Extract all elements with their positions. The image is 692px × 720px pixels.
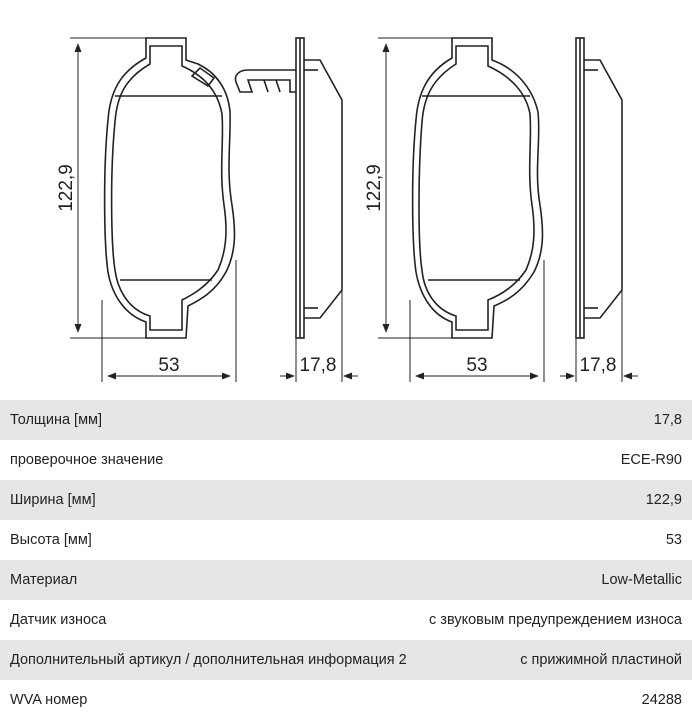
brake-pad-front-view-right <box>413 38 543 338</box>
spec-value: Low-Metallic <box>601 572 682 588</box>
spec-row-wva-number <box>0 680 692 720</box>
spec-label: Высота [мм] <box>10 532 92 548</box>
spec-label: Толщина [мм] <box>10 412 103 428</box>
spec-row-height <box>0 520 692 560</box>
spec-label: Ширина [мм] <box>10 492 96 508</box>
spec-label: Материал <box>10 572 78 588</box>
spec-value: ECE-R90 <box>620 452 682 468</box>
spec-value: с прижимной пластиной <box>520 652 682 668</box>
spec-label: Дополнительный артикул / дополнительная информация 2 <box>10 652 407 668</box>
spec-row-thickness <box>0 400 692 440</box>
dimension-lines-right <box>378 38 638 382</box>
height-dimension-left: 122,9 <box>56 164 77 212</box>
spec-label: Датчик износа <box>10 612 107 628</box>
spec-value: 24288 <box>641 692 682 708</box>
thickness-dimension-right: 17,8 <box>579 355 617 376</box>
width-dimension-right: 53 <box>466 355 488 376</box>
spec-row-test-value <box>0 440 692 480</box>
specifications-table <box>0 400 692 720</box>
spec-row-wear-sensor <box>0 600 692 640</box>
spec-label: проверочное значение <box>10 452 164 468</box>
width-dimension-left: 53 <box>158 355 180 376</box>
height-dimension-right: 122,9 <box>364 164 385 212</box>
spec-label: WVA номер <box>10 692 88 708</box>
spec-value: 17,8 <box>653 412 682 428</box>
spec-value: 122,9 <box>645 492 682 508</box>
spec-row-material <box>0 560 692 600</box>
brake-pad-side-view-right <box>576 38 622 338</box>
spec-row-additional-info <box>0 640 692 680</box>
thickness-dimension-left: 17,8 <box>299 355 337 376</box>
spec-value: 53 <box>665 532 682 548</box>
brake-pad-side-view-left <box>236 38 343 338</box>
brake-pad-front-view-left <box>105 38 235 338</box>
spec-row-width <box>0 480 692 520</box>
spec-value: с звуковым предупреждением износа <box>429 612 682 628</box>
dimension-lines-left <box>70 38 358 382</box>
